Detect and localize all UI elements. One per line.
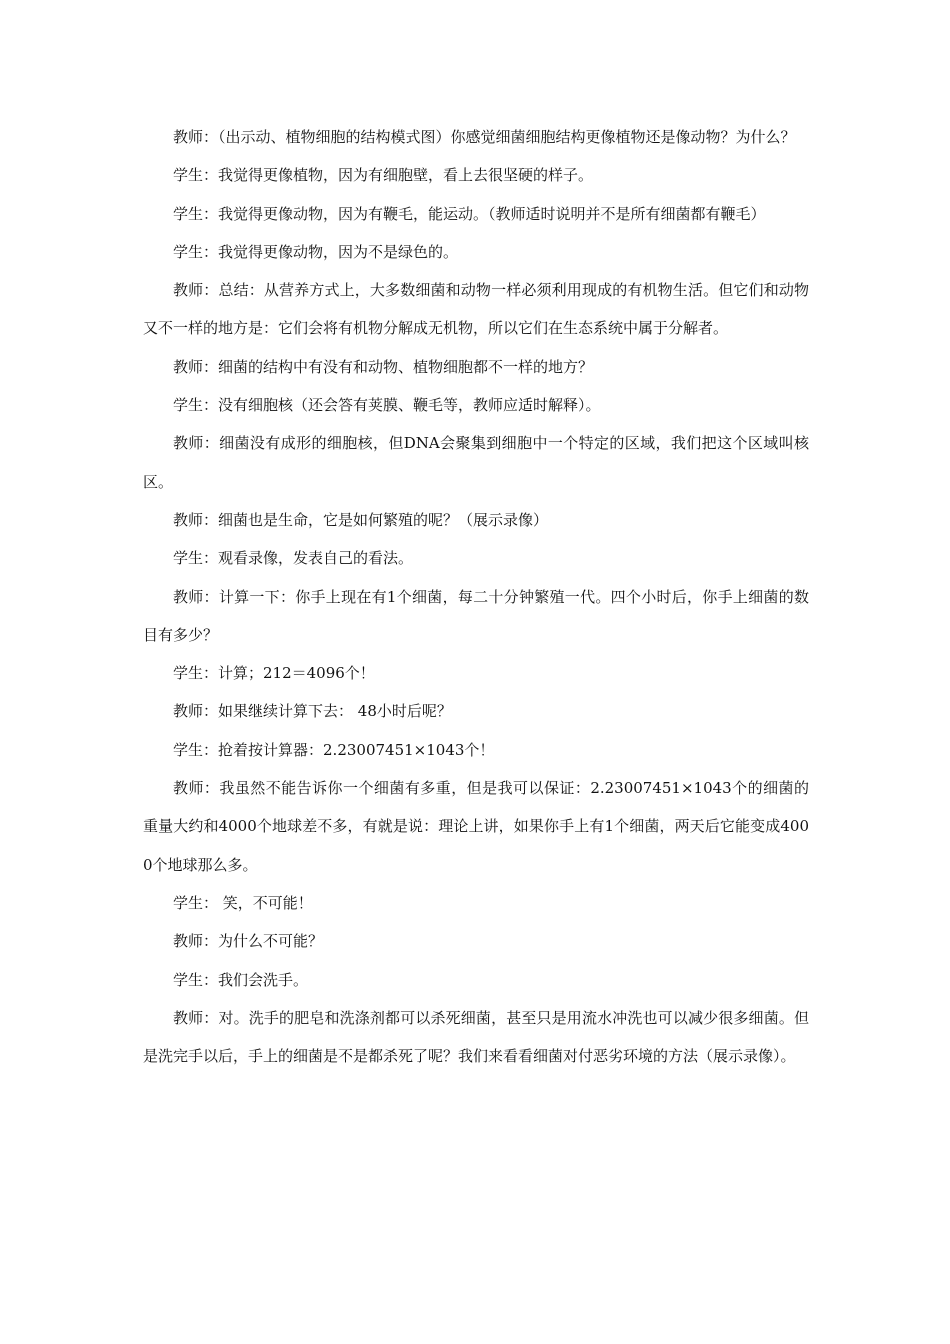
paragraph-15: 教师：我虽然不能告诉你一个细菌有多重，但是我可以保证：2.23007451×1043个的细菌的重量大约和4000个地球差不多，有就是说：理论上讲，如果你手上有1个细菌，两天后它能变成4000个地球那么多。 <box>143 779 809 874</box>
paragraph-12: 学生：计算；212＝4096个！ <box>173 664 375 683</box>
paragraph-17: 教师：为什么不可能？ <box>173 932 324 951</box>
paragraph-13: 教师：如果继续计算下去： 48小时后呢？ <box>173 702 452 721</box>
paragraph-6: 教师：细菌的结构中有没有和动物、植物细胞都不一样的地方？ <box>173 357 594 376</box>
paragraph-8: 教师：细菌没有成形的细胞核，但DNA会聚集到细胞中一个特定的区域，我们把这个区域叫核区。 <box>143 434 809 491</box>
paragraph-5: 教师：总结：从营养方式上，大多数细菌和动物一样必须利用现成的有机物生活。但它们和动物又不一样的地方是：它们会将有机物分解成无机物，所以它们在生态系统中属于分解者。 <box>143 281 809 338</box>
paragraph-3: 学生：我觉得更像动物，因为有鞭毛，能运动。（教师适时说明并不是所有细菌都有鞭毛） <box>173 204 766 223</box>
paragraph-4: 学生：我觉得更像动物，因为不是绿色的。 <box>173 242 459 261</box>
paragraph-7: 学生：没有细胞核（还会答有荚膜、鞭毛等，教师应适时解释）。 <box>173 396 601 415</box>
paragraph-2: 学生：我觉得更像植物，因为有细胞壁，看上去很坚硬的样子。 <box>173 166 594 185</box>
paragraph-16: 学生： 笑，不可能！ <box>173 893 313 912</box>
paragraph-9: 教师：细菌也是生命，它是如何繁殖的呢？（展示录像） <box>173 510 549 529</box>
document-body <box>143 118 809 1075</box>
paragraph-18: 学生：我们会洗手。 <box>173 970 309 989</box>
paragraph-19: 教师：对。洗手的肥皂和洗涤剂都可以杀死细菌，甚至只是用流水冲洗也可以减少很多细菌。但是洗完手以后，手上的细菌是不是都杀死了呢？我们来看看细菌对付恶劣环境的方法（展示录像）。 <box>143 1008 809 1066</box>
paragraph-11: 教师：计算一下：你手上现在有1个细菌，每二十分钟繁殖一代。四个小时后，你手上细菌的数目有多少？ <box>143 587 809 644</box>
paragraph-1: 教师：（出示动、植物细胞的结构模式图）你感觉细菌细胞结构更像植物还是像动物？为什么？ <box>173 128 796 146</box>
paragraph-14: 学生：抢着按计算器：2.23007451×1043个！ <box>173 740 495 759</box>
paragraph-10: 学生：观看录像，发表自己的看法。 <box>173 549 414 568</box>
